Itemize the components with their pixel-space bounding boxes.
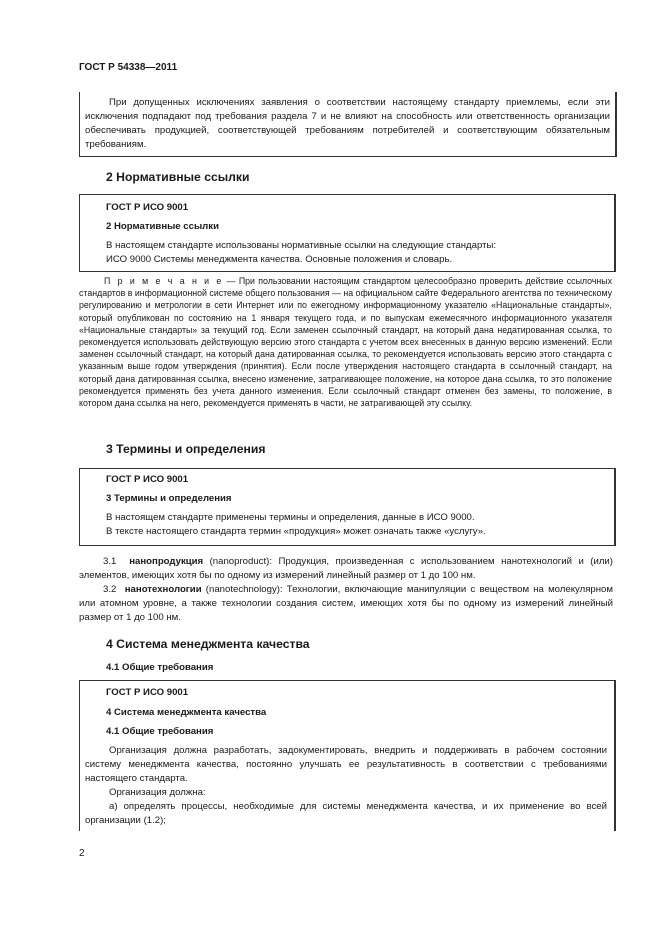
section-2-box-line-1: В настоящем стандарте использованы нормативные ссылки на следующие стандарты: [106, 240, 497, 251]
section-4-box-gost-label: ГОСТ Р ИСО 9001 [106, 687, 189, 698]
section-2-box-line-2: ИСО 9000 Системы менеджмента качества. Основные положения и словарь. [106, 254, 453, 265]
section-2-heading: 2 Нормативные ссылки [106, 170, 250, 184]
section-4-box-subheading-1: 4 Система менеджмента качества [106, 707, 267, 718]
term-3-2-term: нанотехнологии [124, 584, 202, 595]
term-3-1-number: 3.1 [103, 556, 117, 567]
section-2-box-subheading: 2 Нормативные ссылки [106, 221, 219, 232]
section-4-box-subheading-2: 4.1 Общие требования [106, 726, 214, 737]
section-4-heading: 4 Система менеджмента качества [106, 637, 310, 651]
section-3-heading: 3 Термины и определения [106, 442, 266, 456]
note-text: — При пользовании настоящим стандартом целесообразно проверить действие ссылочных стандартов в информационной системе общего пользования — на официальном сайте Федерального агентства по техническому регулированию и метрологии в сети Интернет или по ежегодному информационному указателю «Национальные стандарты», который опубликован по состоянию на 1 января текущего года, и по выпускам ежемесячного информационного указателя «Национальные стандарты» за текущий год. Если заменен ссылочный стандарт, на который дана недатированная ссылка, то рекомендуется использовать действующую версию этого стандарта с учетом всех внесенных в данную версию изменений. Если заменен ссылочный стандарт, на который дана датированная ссылка, то рекомендуется использовать версию этого стандарта с указанным выше годом утверждения (принятия). Если после утверждения настоящего стандарта в ссылочный стандарт, на который дана датированная ссылка, внесено изменение, затрагивающее положение, на которое дана ссылка, то это положение рекомендуется применять без учета данного изменения. Если ссылочный стандарт отменен без замены, то положение, в котором дана ссылка на него, рекомендуется применять в части, не затрагивающей эту ссылку. [79, 276, 612, 409]
intro-paragraph: При допущенных исключениях заявления о соответствии настоящему стандарту приемлемы, если эти исключения подпадают под требования раздела 7 и не влияют на способность или ответственность организации обеспечивать продукцией, соответствующей требованиям потребителей и соответствующим обязательным требованиям. [85, 97, 610, 150]
section-3-box-subheading: 3 Термины и определения [106, 493, 232, 504]
section-3-box-line-2: В тексте настоящего стандарта термин «продукция» может означать также «услугу». [106, 526, 486, 537]
section-2-box-gost-label: ГОСТ Р ИСО 9001 [106, 202, 189, 213]
section-3-box-gost-label: ГОСТ Р ИСО 9001 [106, 474, 189, 485]
term-3-1-term: нанопродукция [129, 556, 204, 567]
document-header: ГОСТ Р 54338—2011 [79, 62, 178, 73]
term-3-1-text: (nanoproduct): Продукция, произведенная с использованием нанотехнологий и (или) элементов, имеющих хотя бы по одному из измерений линейный размер от 1 до 100 нм. [79, 556, 613, 581]
term-3-2 [79, 583, 613, 625]
section-3-box-line-1: В настоящем стандарте применены термины и определения, данные в ИСО 9000. [106, 512, 475, 523]
note-label: П р и м е ч а н и е [104, 276, 224, 286]
page-number: 2 [79, 848, 85, 859]
section-4-subheading: 4.1 Общие требования [106, 662, 214, 673]
section-4-box-paragraph-2: Организация должна: [109, 787, 206, 798]
term-3-1 [79, 555, 613, 583]
term-3-2-text: (nanotechnology): Технологии, включающие манипуляции с веществом на молекулярном или атомном уровне, а также технологии создания систем, имеющих хотя бы по одному из измерений линейный размер от 1 до 100 нм. [79, 584, 613, 623]
section-4-box-paragraph-3: а) определять процессы, необходимые для системы менеджмента качества, и их применение во всей организации (1.2); [85, 801, 607, 826]
section-4-box-paragraph-1: Организация должна разработать, задокументировать, внедрить и поддерживать в рабочем состоянии систему менеджмента качества, постоянно улучшать ее результативность в соответствии с требованиями настоящего стандарта. [85, 745, 607, 784]
term-3-2-number: 3.2 [103, 584, 117, 595]
section-2-note [79, 275, 612, 409]
